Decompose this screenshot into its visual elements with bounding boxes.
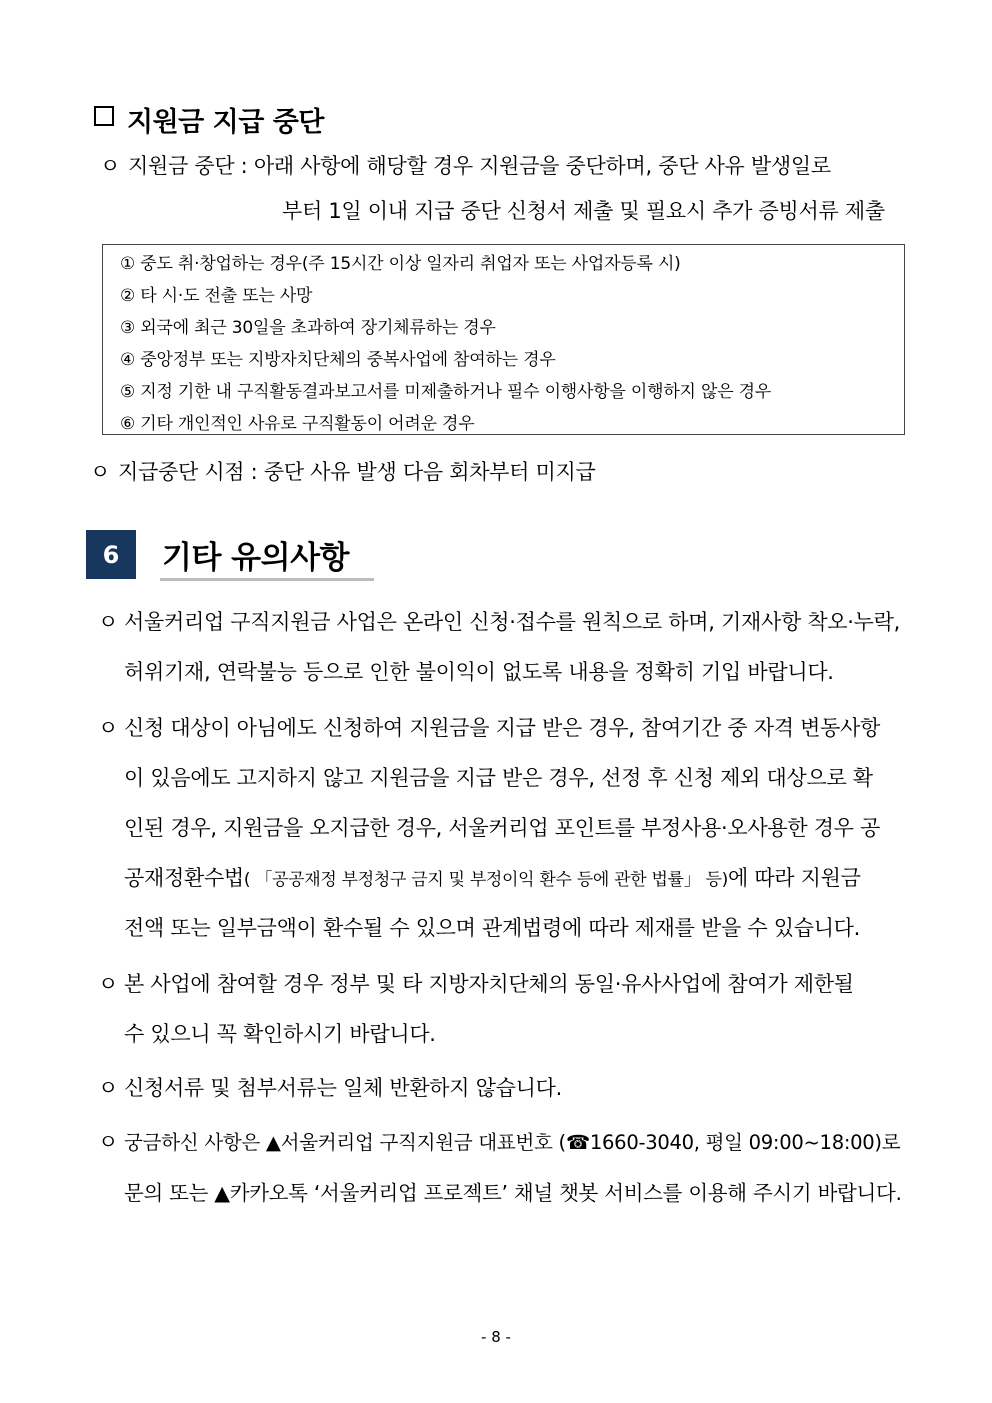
reason-item: ⑥ 기타 개인적인 사유로 구직활동이 어려운 경우 bbox=[120, 414, 475, 434]
bullet-icon: ㅇ bbox=[98, 972, 119, 996]
note-line: 문의 또는 ▲카카오톡 ‘서울커리업 프로젝트’ 채널 챗봇 서비스를 이용해 주시기 바랍니다. bbox=[124, 1181, 902, 1205]
note-line: 신청서류 및 첨부서류는 일체 반환하지 않습니다. bbox=[124, 1076, 562, 1100]
reason-item: ④ 중앙정부 또는 지방자치단체의 중복사업에 참여하는 경우 bbox=[120, 350, 556, 370]
note-law-line bbox=[124, 862, 861, 892]
checkbox-icon bbox=[94, 106, 114, 126]
note-line: 이 있음에도 고지하지 않고 지원금을 지급 받은 경우, 선정 후 신청 제외 대상으로 확 bbox=[124, 766, 873, 790]
bullet-icon: ㅇ bbox=[98, 610, 119, 634]
note-line: 신청 대상이 아님에도 신청하여 지원금을 지급 받은 경우, 참여기간 중 자격 변동사항 bbox=[124, 716, 881, 740]
law-full-name: ( 「공공재정 부정청구 금지 및 부정이익 환수 등에 관한 법률」 등) bbox=[243, 870, 728, 890]
reason-item: ③ 외국에 최근 30일을 초과하여 장기체류하는 경우 bbox=[120, 318, 496, 338]
chapter-title: 기타 유의사항 bbox=[162, 540, 349, 576]
section-title: 지원금 지급 중단 bbox=[127, 107, 324, 138]
reason-item: ⑤ 지정 기한 내 구직활동결과보고서를 미제출하거나 필수 이행사항을 이행하지 않은 경우 bbox=[120, 382, 772, 402]
bullet-icon: ㅇ bbox=[98, 1076, 119, 1100]
bullet-icon: ㅇ bbox=[100, 154, 121, 178]
reasons-box bbox=[102, 244, 905, 435]
bullet-icon: ㅇ bbox=[98, 1130, 119, 1154]
stop-time-text: 지급중단 시점 : 중단 사유 발생 다음 회차부터 미지급 bbox=[118, 460, 596, 484]
page-number: - 8 - bbox=[481, 1328, 511, 1346]
note-line: 서울커리업 구직지원금 사업은 온라인 신청·접수를 원칙으로 하며, 기재사항 착오·누락, bbox=[124, 610, 901, 634]
note-line: 인된 경우, 지원금을 오지급한 경우, 서울커리업 포인트를 부정사용·오사용한 경우 공 bbox=[124, 816, 881, 840]
note-line: 허위기재, 연락불능 등으로 인한 불이익이 없도록 내용을 정확히 기입 바랍니다. bbox=[124, 660, 834, 684]
law-short-name: 공재정환수법 bbox=[124, 866, 244, 890]
suspension-line-1: 지원금 중단 : 아래 사항에 해당할 경우 지원금을 중단하며, 중단 사유 발생일로 bbox=[128, 154, 831, 178]
law-line-end: 에 따라 지원금 bbox=[727, 866, 861, 890]
chapter-underline bbox=[160, 578, 374, 581]
reason-item: ① 중도 취·창업하는 경우(주 15시간 이상 일자리 취업자 또는 사업자등록 시) bbox=[120, 254, 681, 274]
note-line: 본 사업에 참여할 경우 정부 및 타 지방자치단체의 동일·유사사업에 참여가 제한될 bbox=[124, 972, 854, 996]
bullet-icon: ㅇ bbox=[98, 716, 119, 740]
suspension-line-2: 부터 1일 이내 지급 중단 신청서 제출 및 필요시 추가 증빙서류 제출 bbox=[282, 199, 885, 223]
bullet-icon: ㅇ bbox=[90, 460, 111, 484]
note-line: 궁금하신 사항은 ▲서울커리업 구직지원금 대표번호 (☎1660-3040, 평일 09:00~18:00)로 bbox=[124, 1131, 901, 1154]
chapter-number: 6 bbox=[86, 530, 136, 579]
reason-item: ② 타 시·도 전출 또는 사망 bbox=[120, 286, 313, 306]
note-line: 수 있으니 꼭 확인하시기 바랍니다. bbox=[124, 1022, 436, 1046]
note-line: 전액 또는 일부금액이 환수될 수 있으며 관계법령에 따라 제재를 받을 수 있습니다. bbox=[124, 916, 861, 940]
